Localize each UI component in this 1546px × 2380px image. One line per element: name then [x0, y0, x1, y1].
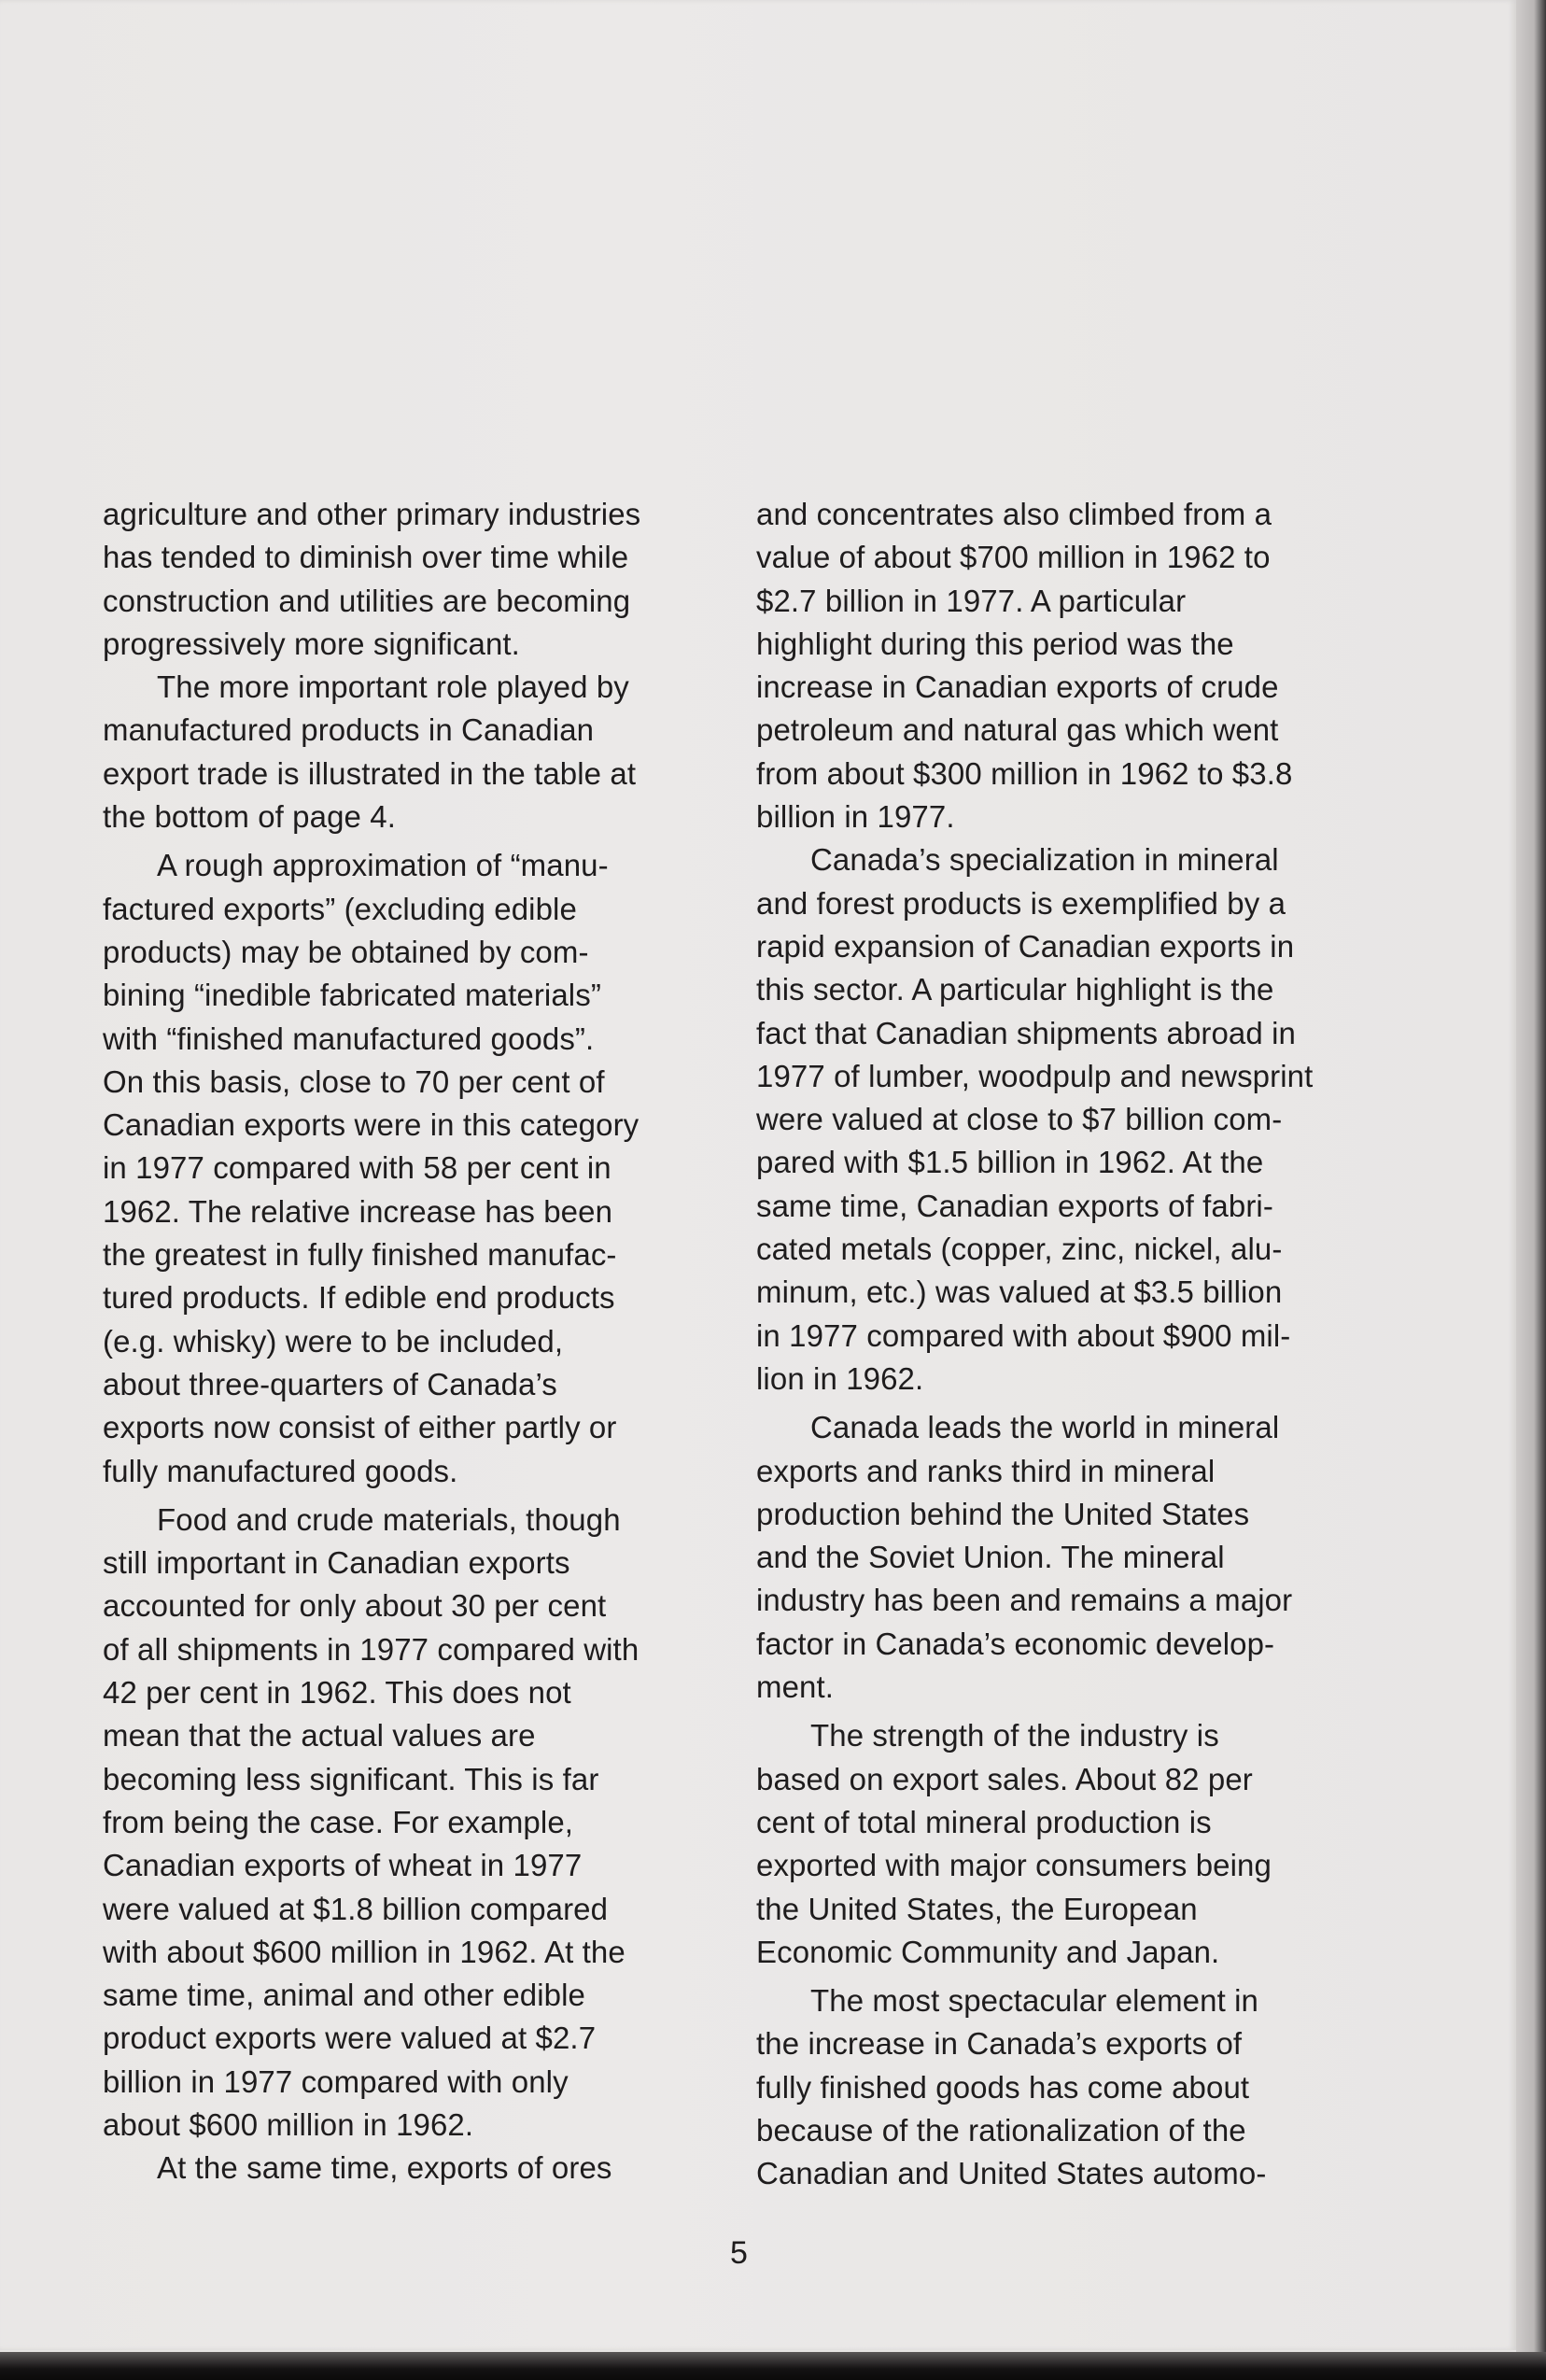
page-number: 5	[730, 2235, 748, 2271]
right-text-column	[756, 493, 1391, 2196]
paragraph: and concentrates also climbed from a value of about $700 million in 1962 to $2.7 billion in 1977. A particular highlight during this period was the increase in Canadian exports of crude petroleum and natural gas which went from about $300 million in 1962 to $3.8 billion in 1977.	[756, 497, 1293, 835]
paragraph: A rough approximation of “manu- factured exports” (excluding edible products) may be obtained by com- bining “inedible fabricated materials” with “finished manufactured goods”. On this basis, close to 70 per cent of Canadian exports were in this category in 1977 compared with 58 per cent in 1962. The relative increase has been the greatest in fully finished manufac- tured products. If edible end products (e.g. whisky) were to be included, about three-quarters of Canada’s exports now consist of either partly or fully manufactured goods.	[103, 848, 639, 1488]
paragraph: At the same time, exports of ores	[157, 2150, 612, 2186]
left-text-column	[103, 493, 738, 2190]
paragraph: Food and crude materials, though still important in Canadian exports accounted for only about 30 per cent of all shipments in 1977 compared with 42 per cent in 1962. This does not mean that the actual values are becoming less significant. This is far from being the case. For example, Canadian exports of wheat in 1977 were valued at $1.8 billion compared with about $600 million in 1962. At the same time, animal and other edible product exports were valued at $2.7 billion in 1977 compared with only about $600 million in 1962.	[103, 1501, 639, 2142]
paragraph: The more important role played by manufactured products in Canadian export trade is illustrated in the table at the bottom of page 4.	[103, 669, 637, 835]
paragraph: Canada’s specialization in mineral and forest products is exemplified by a rapid expansion of Canadian exports in this sector. A particular highlight is the fact that Canadian shipments abroad in 1977 of lumber, woodpulp and newsprint were valued at close to $7 billion com- pared with $1.5 billion in 1962. At the same time, Canadian exports of fabri- cated metals (copper, zinc, nickel, alu- minum, etc.) was valued at $3.5 billion in 1977 compared with about $900 mil- lion in 1962.	[756, 842, 1314, 1396]
paragraph: The strength of the industry is based on export sales. About 82 per cent of total mineral production is exported with major consumers being the United States, the European Economic Community and Japan.	[756, 1718, 1272, 1969]
paragraph: Canada leads the world in mineral exports and ranks third in mineral production behind the United States and the Soviet Union. The mineral industry has been and remains a major factor in Canada’s economic develop- ment.	[756, 1410, 1293, 1705]
scan-bottom-border	[0, 2352, 1546, 2380]
paragraph: agriculture and other primary industries has tended to diminish over time while construction and utilities are becoming progressively more significant.	[103, 497, 641, 661]
paragraph: The most spectacular element in the increase in Canada’s exports of fully finished goods has come about because of the rationalization of the Canadian and United States automo-	[756, 1983, 1267, 2191]
page-edge-shadow	[1516, 0, 1546, 2380]
